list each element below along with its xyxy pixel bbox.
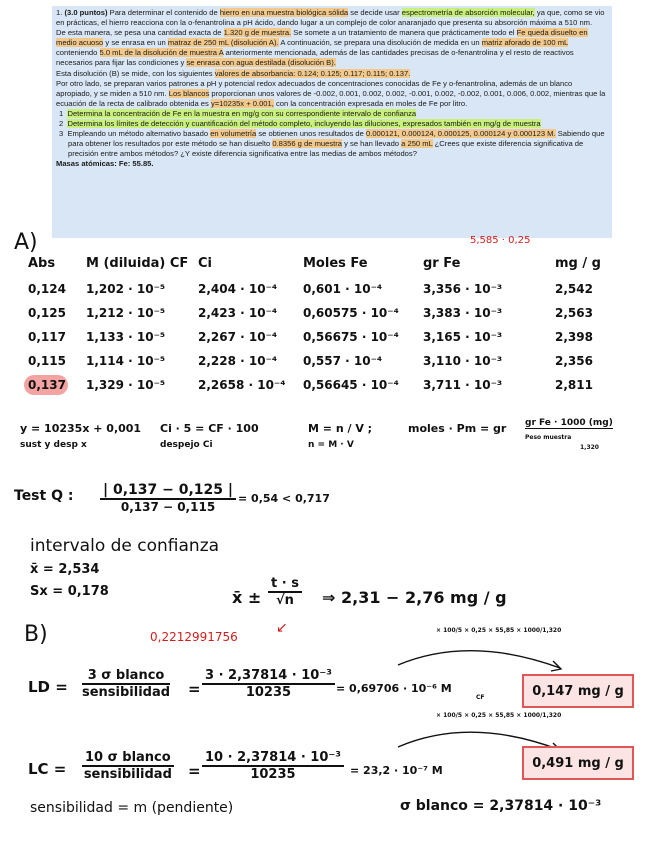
interval-result: ⇒ 2,31 − 2,76 mg / g <box>322 588 507 607</box>
ld-result-sub: CF <box>476 694 485 701</box>
ld-equals: = <box>188 680 201 698</box>
text: Sabiendo que para obtener los resultados por este método se han disuelto <box>68 129 605 149</box>
text: se obtienen unos resultados de <box>258 129 364 139</box>
ld-answer-box <box>522 674 634 708</box>
cell-gr: 3,711 · 10⁻³ <box>423 378 503 392</box>
sigma-blank-note: σ blanco = 2,37814 · 10⁻³ <box>400 798 602 814</box>
ld-arrow-path <box>398 651 560 668</box>
cell-m: 1,202 · 10⁻⁵ <box>86 282 166 296</box>
lc-label: LC = <box>28 760 67 778</box>
header-gr-fe: gr Fe <box>423 256 461 271</box>
cell-m: 1,329 · 10⁻⁵ <box>86 378 166 392</box>
interval-mean: x̄ = 2,534 <box>30 562 100 577</box>
cell-m: 1,114 · 10⁻⁵ <box>86 354 166 368</box>
problem-number: 1. <box>56 8 63 17</box>
text: De esta manera, se pesa una cantidad exacta de <box>56 28 222 38</box>
lc-fraction-2 <box>202 750 344 782</box>
interval-fraction-num: t · s <box>268 576 302 593</box>
ld-result: = 0,69706 · 10⁻⁶ M <box>336 682 452 695</box>
note-grfe: gr Fe · 1000 (mg) <box>525 418 613 428</box>
problem-points: (3.0 puntos) <box>64 8 108 17</box>
highlight: Determina los límites de detección y cuantificación del método completo, incluyendo las diluciones, expresados también en mg/g de muestra <box>67 119 541 129</box>
ld-fraction-1 <box>82 668 170 700</box>
text: ya que, como se vio en prácticas, el hierro reacciona con la o-fenantrolina a pH ácido, dando lugar a un complejo de color anaranjado que presenta su absorción máxima a 510 nm. <box>56 8 605 28</box>
highlight: Determina la concentración de Fe en la muestra en mg/g con su correspondiente intervalo de confianza <box>67 108 417 118</box>
lc-fraction-1-num: 10 σ blanco <box>82 750 174 767</box>
text: Masas atómicas: Fe: 55.85. <box>56 159 154 169</box>
header-moles-fe: Moles Fe <box>303 256 368 271</box>
cell-m: 1,212 · 10⁻⁵ <box>86 306 166 320</box>
highlight: 0.000121, 0.000124, 0.000125, 0.000124 y 0.000123 M. <box>366 129 556 139</box>
cell-mgg: 2,398 <box>555 330 593 344</box>
highlight: se enrasa con agua destilada (disolución B). <box>186 58 336 68</box>
header-mg-g: mg / g <box>555 256 601 271</box>
lc-result: = 23,2 · 10⁻⁷ M <box>350 764 443 777</box>
cell-gr: 3,110 · 10⁻³ <box>423 354 503 368</box>
ld-label: LD = <box>28 678 68 696</box>
text: Esta disolución (B) se mide, con los siguientes <box>56 68 213 78</box>
header-ci: Ci <box>198 256 212 271</box>
red-value: 0,2212991756 <box>150 630 238 644</box>
section-b-label: B) <box>24 622 48 647</box>
header-abs: Abs <box>28 256 56 271</box>
cell-abs: 0,125 <box>28 306 66 320</box>
header-m-diluida: M (diluida) CF <box>86 256 189 271</box>
section-a-label: A) <box>14 230 38 255</box>
cell-moles: 0,601 · 10⁻⁴ <box>303 282 383 296</box>
cell-mgg: 2,811 <box>555 378 593 392</box>
text: ¿Crees que existe diferencia significativa de precisión entre ambos métodos? ¿Y existe diferencia significativa entre las medias de ambos métodos? <box>68 139 584 159</box>
note-calibration-sub: sust y desp x <box>20 440 87 450</box>
lc-fraction-2-num: 10 · 2,37814 · 10⁻³ <box>202 750 344 767</box>
cell-m: 1,133 · 10⁻⁵ <box>86 330 166 344</box>
lc-fraction-2-den: 10235 <box>250 767 296 782</box>
cell-moles: 0,56645 · 10⁻⁴ <box>303 378 399 392</box>
text: anteriormente mencionada, además de las cantidades precisas de o-fenantrolina y el resto de reactivos necesarios para fijar las condiciones y <box>56 48 574 68</box>
cell-ci: 2,423 · 10⁻⁴ <box>198 306 278 320</box>
cell-gr: 3,165 · 10⁻³ <box>423 330 503 344</box>
lc-answer-box <box>522 746 634 780</box>
cell-moles: 0,60575 · 10⁻⁴ <box>303 306 399 320</box>
interval-mean-pm: x̄ ± <box>232 588 262 607</box>
note-grfe-den: Peso muestra <box>525 434 572 441</box>
cell-abs: 0,115 <box>28 354 66 368</box>
note-dilution: Ci · 5 = CF · 100 <box>160 422 259 435</box>
cell-mgg: 2,563 <box>555 306 593 320</box>
cell-ci: 2,228 · 10⁻⁴ <box>198 354 278 368</box>
note-molarity: M = n / V ; <box>308 422 373 435</box>
q-test-label: Test Q : <box>14 488 74 504</box>
text: Para determinar el contenido de <box>109 8 218 17</box>
cell-ci: 2,2658 · 10⁻⁴ <box>198 378 286 392</box>
text: Por otro lado, se preparan varios patrones a pH y potencial redox adecuados de concentraciones conocidas de Fe y o-fenantrolina, además de un blanco apropiado, y se miden a 510 nm. <box>56 78 573 98</box>
highlight: valores de absorbancia: 0.124; 0.125; 0.117; 0.115; 0.137. <box>214 68 411 78</box>
cell-abs: 0,124 <box>28 282 66 296</box>
text: mientras que la ecuación de la recta de calibrado obtenida es <box>56 88 606 108</box>
ld-fraction-2 <box>202 668 335 700</box>
cell-moles: 0,56675 · 10⁻⁴ <box>303 330 399 344</box>
cell-abs: 0,137 <box>28 378 66 392</box>
corner-scribble: 5,585 · 0,25 <box>470 235 531 246</box>
interval-title: intervalo de confianza <box>30 536 220 556</box>
question-number: 3 <box>59 129 64 139</box>
text: y se enrasa en un <box>105 38 166 48</box>
text: Se somete a un tratamiento de manera que prácticamente todo el <box>293 28 515 38</box>
highlight: Fe queda disuelto en medio acuoso <box>56 28 588 48</box>
cell-gr: 3,356 · 10⁻³ <box>423 282 503 296</box>
cell-moles: 0,557 · 10⁻⁴ <box>303 354 383 368</box>
cell-mgg: 2,356 <box>555 354 593 368</box>
text: proporcionan unos valores de -0.002, 0.001, 0.002, 0.002, -0.001, 0.002, -0.002, 0.001, 0.006, 0.002, <box>211 88 552 98</box>
lc-equals: = <box>188 762 201 780</box>
text: A continuación, se prepara una disolución de medida en un <box>280 38 480 48</box>
sensitivity-note: sensibilidad = m (pendiente) <box>30 800 234 816</box>
highlight: Los blancos <box>168 88 210 98</box>
red-arrow-icon: ↙ <box>276 620 288 636</box>
cell-ci: 2,404 · 10⁻⁴ <box>198 282 278 296</box>
cell-ci: 2,267 · 10⁻⁴ <box>198 330 278 344</box>
note-calibration: y = 10235x + 0,001 <box>20 422 142 435</box>
lc-answer: 0,491 mg / g <box>532 755 624 771</box>
question-number: 2 <box>59 119 64 129</box>
highlight: y=10235x + 0.001, <box>210 98 274 108</box>
highlight: hierro en una muestra biológica sólida <box>219 8 349 17</box>
lc-conversion-note: × 100/5 × 0,25 × 55,85 × 1000/1,320 <box>436 712 562 719</box>
q-test-numerator: | 0,137 − 0,125 | <box>100 482 236 500</box>
question-number: 1 <box>59 108 64 118</box>
text: con la concentración expresada en moles de Fe por litro. <box>276 98 468 108</box>
q-test-result: = 0,54 < 0,717 <box>238 492 330 505</box>
highlight: en volumetría <box>210 129 257 139</box>
note-dilution-sub: despejo Ci <box>160 440 213 450</box>
note-molarity-sub: n = M · V <box>308 440 354 450</box>
highlight: 1.320 g de muestra. <box>223 28 292 38</box>
q-test-denominator: 0,137 − 0,115 <box>120 500 216 514</box>
text: y se han llevado <box>344 139 400 149</box>
cell-abs: 0,117 <box>28 330 66 344</box>
ld-fraction-2-den: 10235 <box>245 685 292 700</box>
cell-gr: 3,383 · 10⁻³ <box>423 306 503 320</box>
highlight: matriz aforado de 100 mL <box>481 38 568 48</box>
text: conteniendo <box>56 48 98 58</box>
note-grfe-den-value: 1,320 <box>580 444 599 451</box>
note-moles: moles · Pm = gr <box>408 422 507 435</box>
ld-conversion-note: × 100/5 × 0,25 × 55,85 × 1000/1,320 <box>436 627 562 634</box>
lc-fraction-1-den: sensibilidad <box>83 767 172 782</box>
highlight: 0.8356 g de muestra <box>272 139 343 149</box>
interval-fraction-den: √n <box>276 593 294 608</box>
interval-sx: Sx = 0,178 <box>30 584 109 599</box>
ld-answer: 0,147 mg / g <box>532 683 624 699</box>
highlight: a 250 mL <box>401 139 433 149</box>
highlight: matraz de 250 mL (disolución A). <box>167 38 279 48</box>
text: Empleando un método alternativo basado <box>67 129 209 139</box>
ld-fraction-1-den: sensibilidad <box>82 685 171 700</box>
ld-fraction-2-num: 3 · 2,37814 · 10⁻³ <box>202 668 335 685</box>
lc-fraction-1 <box>82 750 174 782</box>
cell-mgg: 2,542 <box>555 282 593 296</box>
highlight: espectrometría de absorción molecular, <box>401 8 535 17</box>
text: se decide usar <box>350 8 400 17</box>
highlight: 5.0 mL de la disolución de muestra A <box>99 48 224 58</box>
ld-fraction-1-num: 3 σ blanco <box>82 668 170 685</box>
